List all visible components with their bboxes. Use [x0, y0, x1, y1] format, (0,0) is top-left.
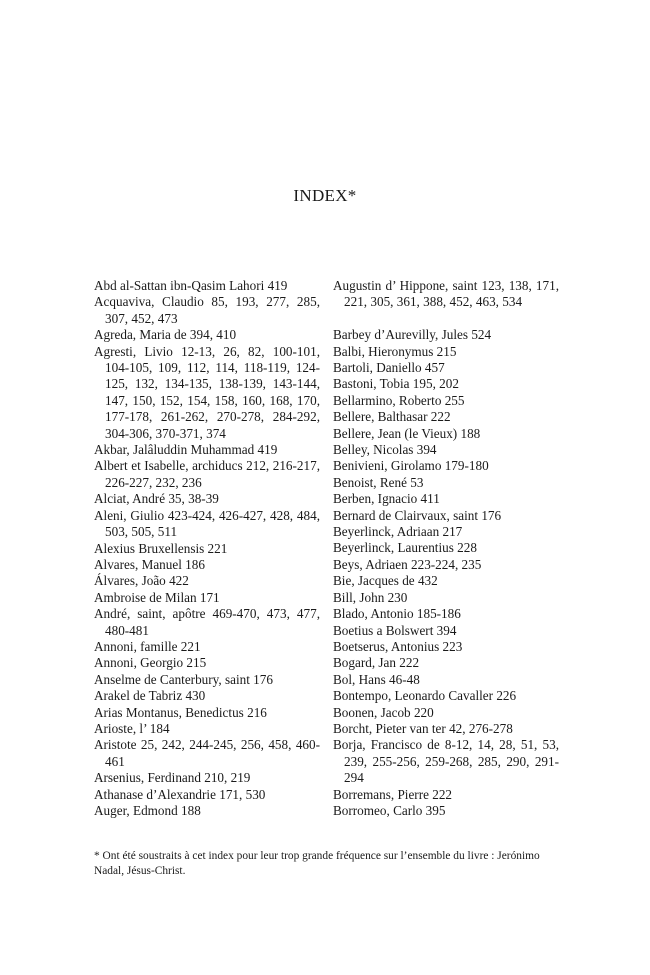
- index-entry: Bellere, Jean (le Vieux) 188: [333, 425, 481, 441]
- index-entry: Alvares, Manuel 186: [94, 556, 205, 572]
- index-entry: Borja, Francisco de 8-12, 14, 28, 51, 53, 239, 255-256, 259-268, 285, 290, 291-294: [333, 737, 559, 786]
- index-entry: Bol, Hans 46-48: [333, 671, 420, 687]
- index-entry: Borremans, Pierre 222: [333, 786, 453, 802]
- index-entry: Aleni, Giulio 423-424, 426-427, 428, 484, 503, 505, 511: [94, 507, 320, 540]
- index-entry: Arioste, l’ 184: [94, 720, 170, 736]
- index-entry: Annoni, famille 221: [94, 638, 201, 654]
- footnote: * Ont été soustraits à cet index pour leur trop grande fréquence sur l’ensemble du livre : Jerónimo Nadal, Jésus-Christ.: [94, 850, 540, 877]
- index-title: INDEX*: [293, 186, 357, 205]
- index-entry: André, saint, apôtre 469-470, 473, 477, 480-481: [94, 606, 320, 638]
- index-entry: Barbey d’Aurevilly, Jules 524: [333, 327, 492, 343]
- index-entry: Bellere, Balthasar 222: [333, 409, 451, 425]
- index-entry: Benoist, René 53: [333, 474, 424, 490]
- index-column-right: [333, 278, 559, 819]
- index-entry: Beys, Adriaen 223-224, 235: [333, 556, 482, 572]
- index-entry: Bill, John 230: [333, 589, 408, 605]
- index-entry: Ambroise de Milan 171: [94, 589, 220, 605]
- index-entry: Arakel de Tabriz 430: [94, 688, 206, 704]
- index-entry: Aristote 25, 242, 244-245, 256, 458, 460-461: [94, 737, 320, 769]
- index-entry: Boetius a Bolswert 394: [333, 622, 457, 638]
- index-entry: Boetserus, Antonius 223: [333, 638, 463, 654]
- index-entry: Bernard de Clairvaux, saint 176: [333, 507, 502, 523]
- index-entry: Auger, Edmond 188: [94, 803, 201, 818]
- index-entry: Bastoni, Tobia 195, 202: [333, 376, 459, 392]
- index-entry: Acquaviva, Claudio 85, 193, 277, 285, 307, 452, 473: [94, 294, 320, 326]
- index-entry: Benivieni, Girolamo 179-180: [333, 458, 489, 474]
- index-entry: Álvares, João 422: [94, 573, 189, 589]
- index-entry: Alexius Bruxellensis 221: [94, 540, 228, 556]
- index-entry: Belley, Nicolas 394: [333, 442, 437, 458]
- index-entry: Borromeo, Carlo 395: [333, 802, 446, 818]
- index-entry: Arias Montanus, Benedictus 216: [94, 704, 267, 720]
- index-entry: Boonen, Jacob 220: [333, 704, 434, 720]
- index-entry: Agreda, Maria de 394, 410: [94, 327, 237, 343]
- index-entry: Bellarmino, Roberto 255: [333, 392, 465, 408]
- index-entry: Berben, Ignacio 411: [333, 491, 440, 507]
- index-entry: Bie, Jacques de 432: [333, 573, 438, 589]
- index-entry: Borcht, Pieter van ter 42, 276-278: [333, 720, 513, 736]
- index-entry: Blado, Antonio 185-186: [333, 606, 461, 622]
- index-entry: Athanase d’Alexandrie 171, 530: [94, 786, 266, 802]
- index-column-left: [94, 278, 320, 819]
- index-entry: Akbar, Jalâluddin Muhammad 419: [94, 442, 278, 458]
- index-entry: Anselme de Canterbury, saint 176: [94, 671, 273, 687]
- index-entry: Balbi, Hieronymus 215: [333, 343, 457, 359]
- index-entry: Arsenius, Ferdinand 210, 219: [94, 770, 251, 786]
- index-entry: Beyerlinck, Adriaan 217: [333, 524, 463, 540]
- index-entry: Augustin d’ Hippone, saint 123, 138, 171, 221, 305, 361, 388, 452, 463, 534: [333, 278, 559, 310]
- index-entry: Albert et Isabelle, archiducs 212, 216-217, 226-227, 232, 236: [94, 458, 320, 490]
- index-entry: Bogard, Jan 222: [333, 655, 420, 671]
- index-entry: Beyerlinck, Laurentius 228: [333, 540, 477, 556]
- index-entry: Alciat, André 35, 38-39: [94, 491, 219, 507]
- index-entry: Bontempo, Leonardo Cavaller 226: [333, 688, 517, 704]
- index-entry: Agresti, Livio 12-13, 26, 82, 100-101, 104-105, 109, 112, 114, 118-119, 124-125, 132, 134-135, 138-139, 143-144, 147, 150, 152, 154, 158, 160, 168, 170, 177-178, 261-262, 270-278, 284-292, 304-306, 370-371, 374: [94, 343, 320, 441]
- index-entry: Bartoli, Daniello 457: [333, 360, 445, 376]
- index-entry: Annoni, Georgio 215: [94, 655, 207, 671]
- index-entry: Abd al-Sattan ibn-Qasim Lahori 419: [94, 278, 288, 293]
